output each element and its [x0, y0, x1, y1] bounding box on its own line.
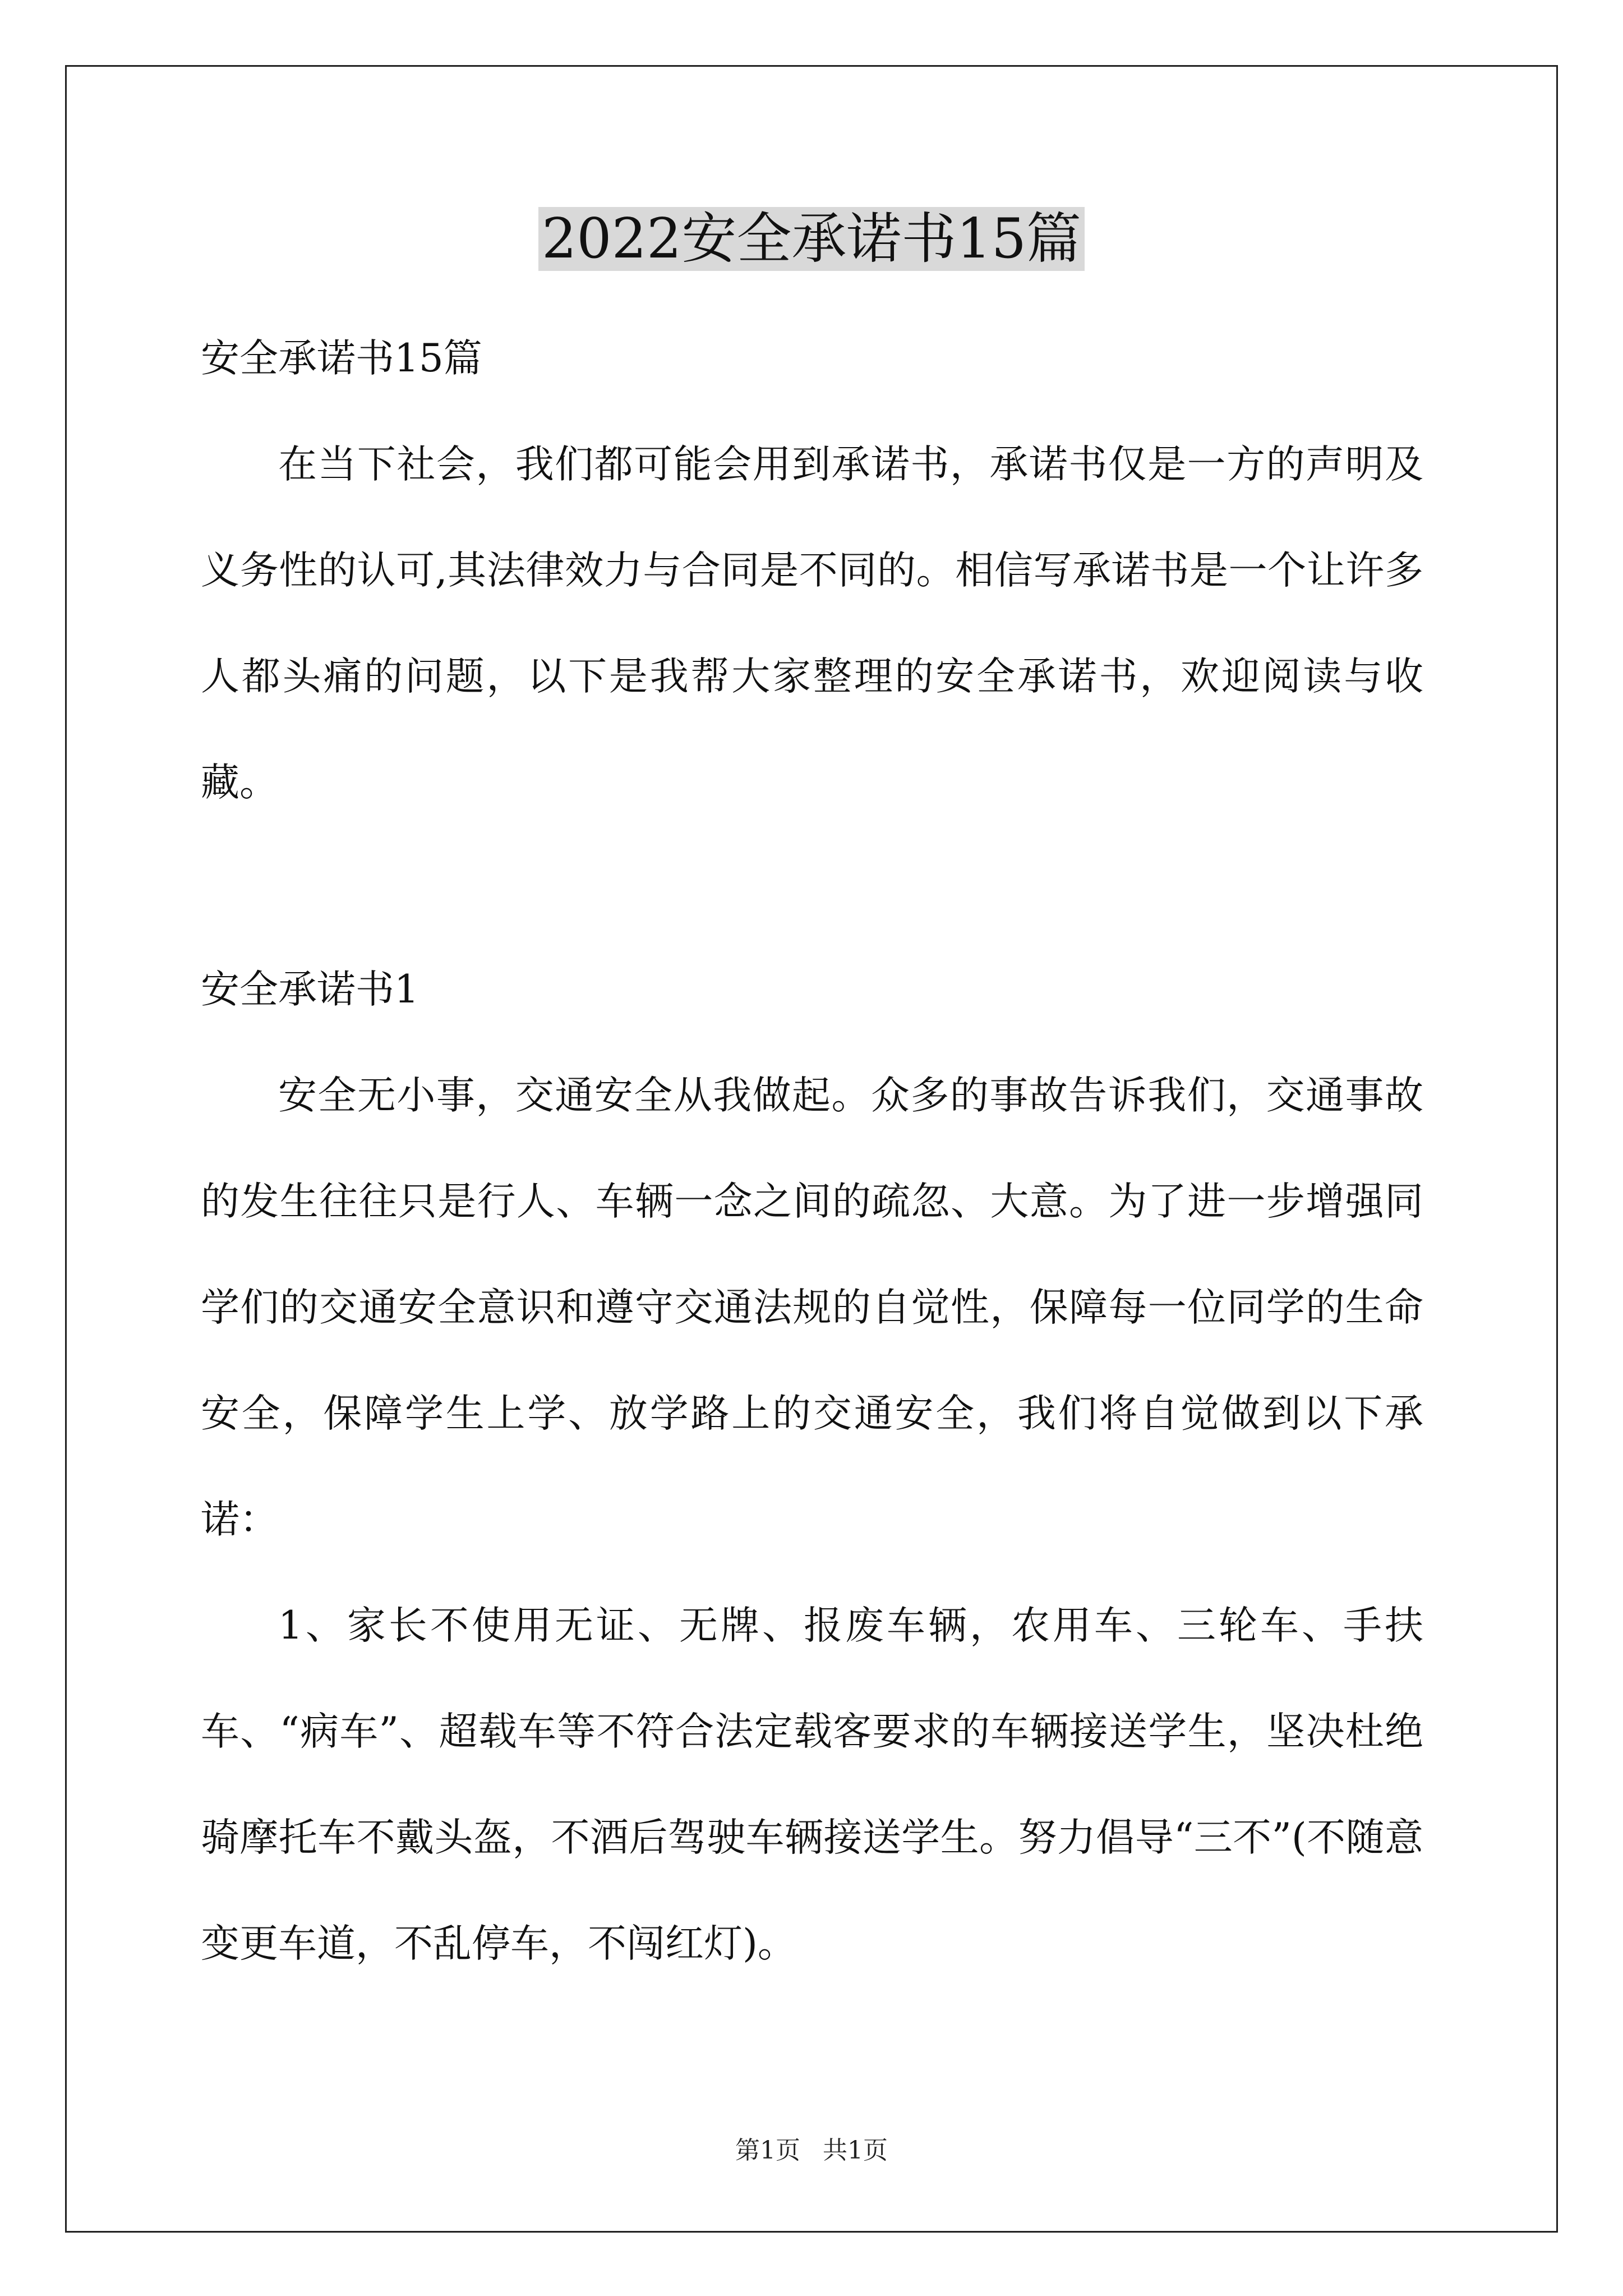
section-1-paragraph-1: 安全无小事，交通安全从我做起。众多的事故告诉我们，交通事故的发生往往只是行人、车辆一念之间的疏忽、大意。为了进一步增强同学们的交通安全意识和遵守交通法规的自觉性，保障每一位同学的生命安全，保障学生上学、放学路上的交通安全，我们将自觉做到以下承诺：: [201, 1073, 1423, 1542]
page-number-current: 第1页: [735, 2136, 800, 2165]
page-number-total: 共1页: [823, 2136, 888, 2165]
page-footer: [0, 2134, 1623, 2168]
document-title-text: 2022安全承诺书15篇: [538, 207, 1085, 271]
document-subtitle: 安全承诺书15篇: [201, 336, 482, 381]
document-body: [201, 306, 1423, 1997]
document-title: [0, 200, 1623, 278]
section-gap: [201, 836, 1423, 937]
section-1-heading: 安全承诺书1: [201, 967, 419, 1012]
intro-paragraph: 在当下社会，我们都可能会用到承诺书，承诺书仅是一方的声明及义务性的认可,其法律效力与合同是不同的。相信写承诺书是一个让许多人都头痛的问题，以下是我帮大家整理的安全承诺书，欢迎阅读与收藏。: [201, 442, 1423, 805]
section-1-paragraph-2: 1、家长不使用无证、无牌、报废车辆，农用车、三轮车、手扶车、“病车”、超载车等不符合法定载客要求的车辆接送学生，坚决杜绝骑摩托车不戴头盔，不酒后驾驶车辆接送学生。努力倡导“三不”(不随意变更车道，不乱停车，不闯红灯)。: [201, 1603, 1423, 1966]
